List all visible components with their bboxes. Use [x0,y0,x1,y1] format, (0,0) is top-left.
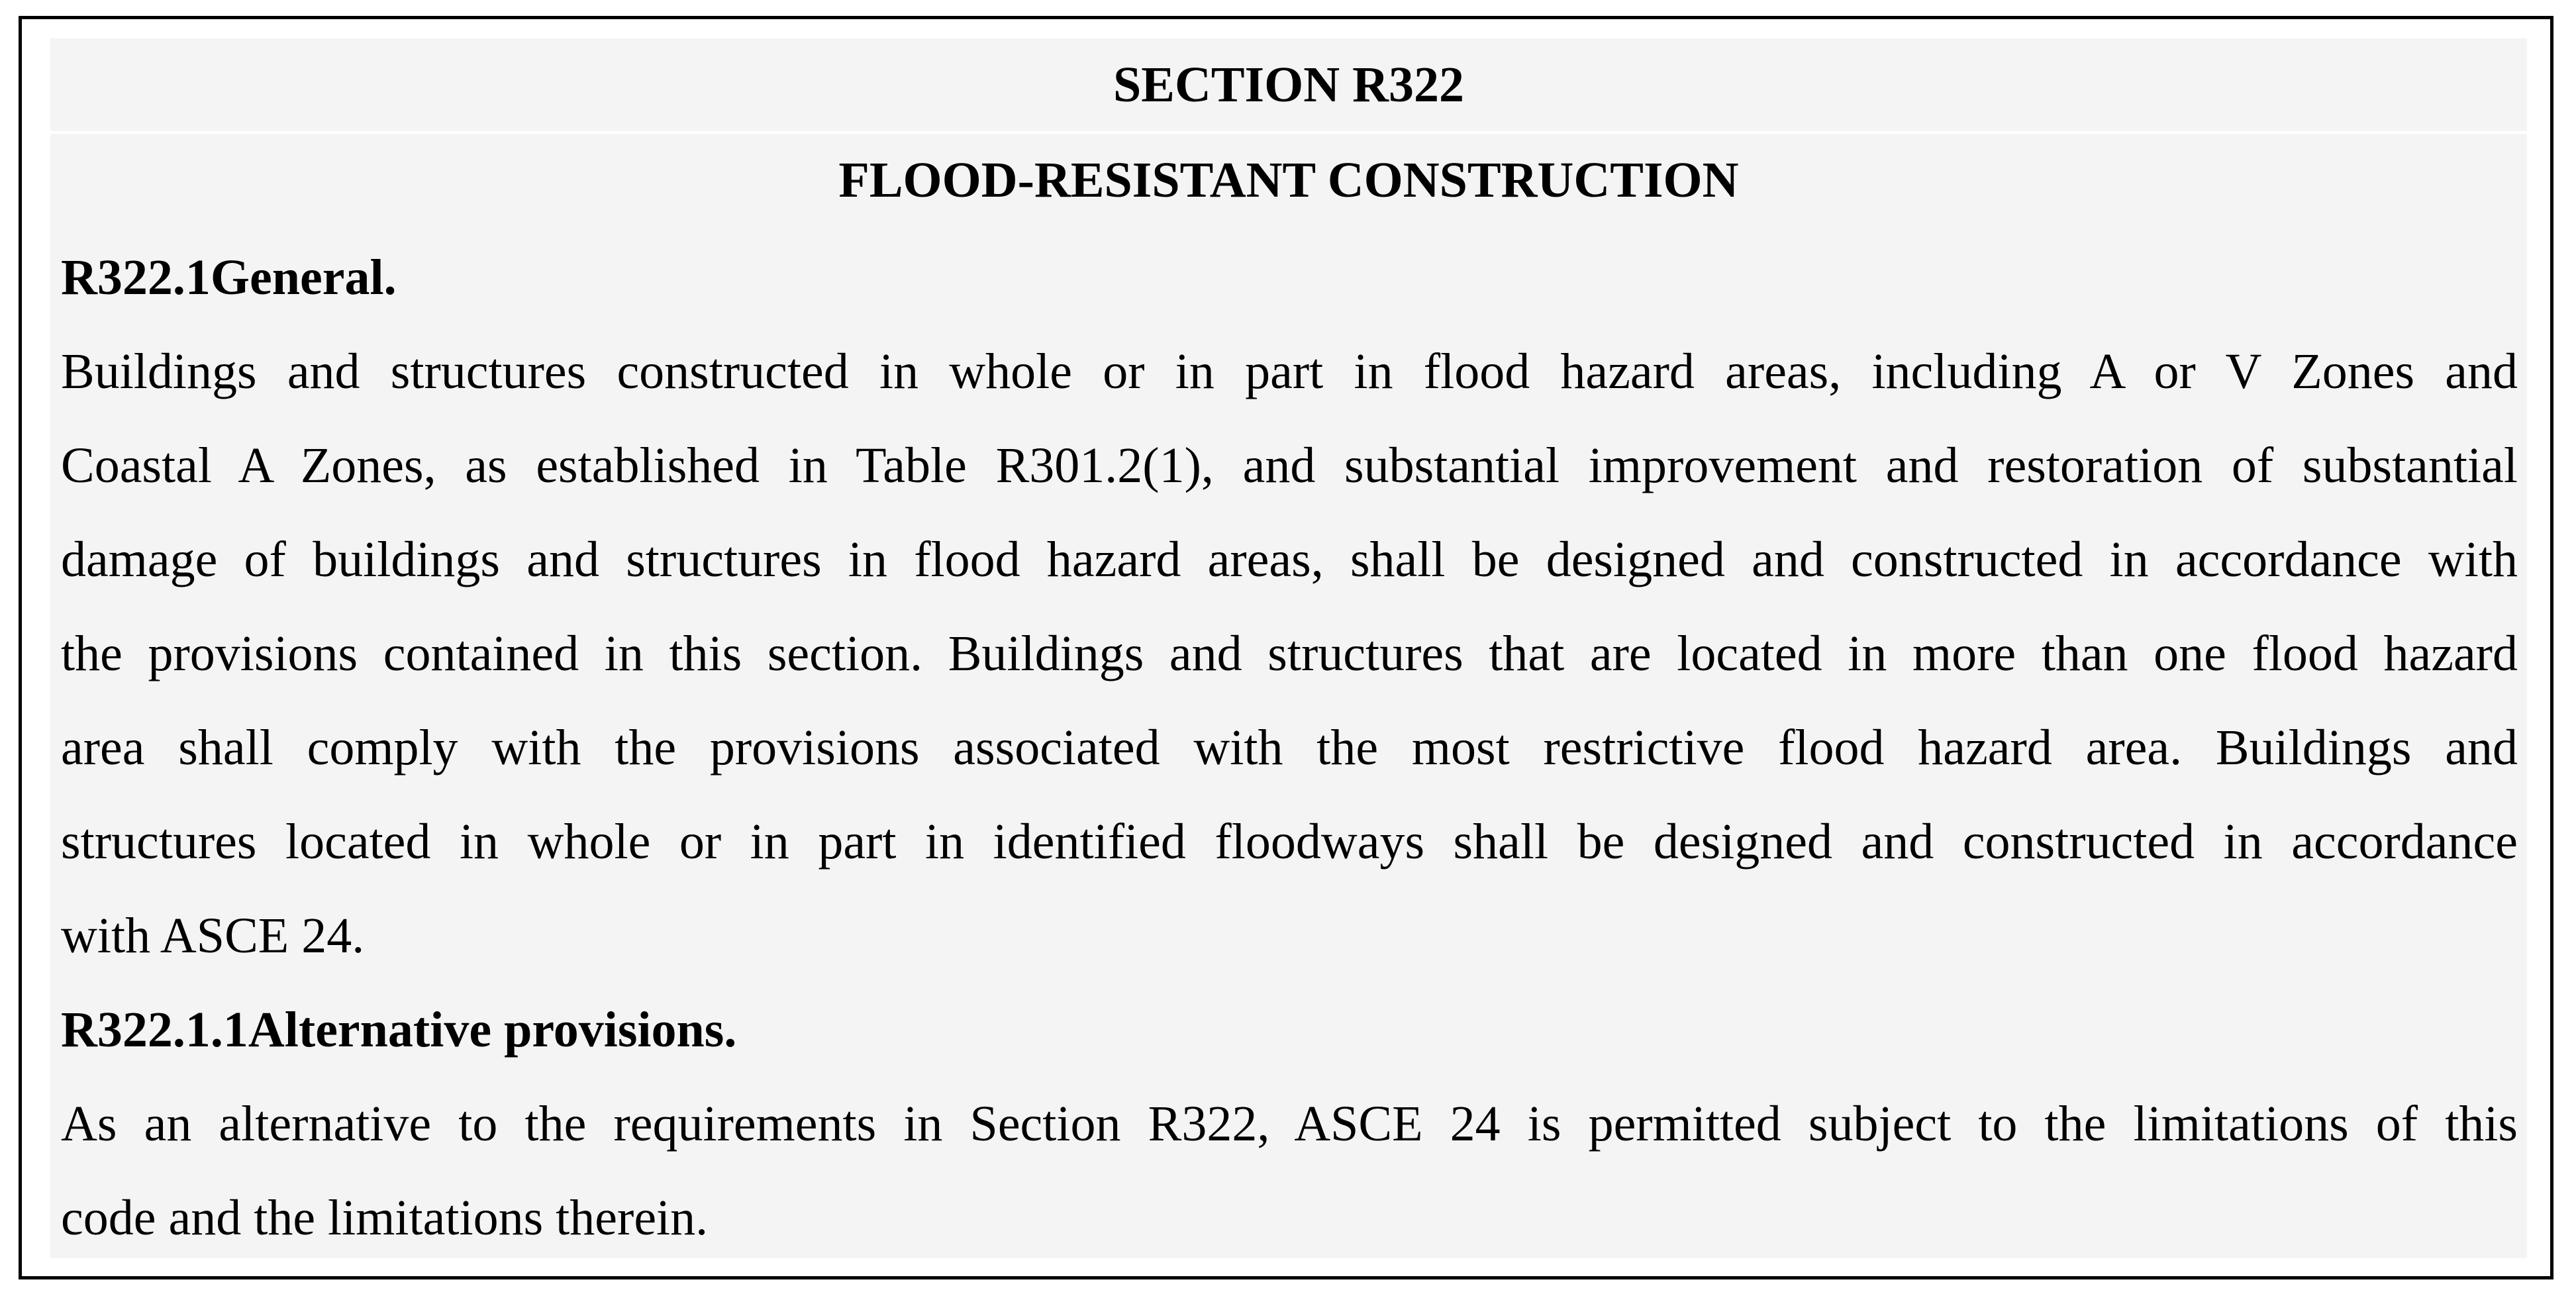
paragraph-line: area shall comply with the provisions associated with the most restrictive flood hazard area. Buildings and [61,720,2518,775]
paragraph-line: damage of buildings and structures in flood hazard areas, shall be designed and constructed in accordance with [61,532,2518,587]
section-name-title: FLOOD-RESISTANT CONSTRUCTION [838,152,1739,208]
paragraph-line: As an alternative to the requirements in Section R322, ASCE 24 is permitted subject to the limitations of this [61,1096,2518,1152]
paragraph-line: code and the limitations therein. [61,1190,709,1246]
subsection-heading-alternative-provisions: R322.1.1Alternative provisions. [61,1002,737,1058]
paragraph-line: structures located in whole or in part in identified floodways shall be designed and constructed in accordance [61,814,2518,870]
paragraph-line: the provisions contained in this section. Buildings and structures that are located in more than one flood hazard [61,626,2518,681]
subsection-heading-general: R322.1General. [61,250,397,305]
section-number-title: SECTION R322 [1113,57,1464,113]
paragraph-line: with ASCE 24. [61,908,365,964]
paragraph-line: Buildings and structures constructed in whole or in part in flood hazard areas, including A or V Zones and [61,344,2518,399]
code-section-panel [50,38,2527,1258]
paragraph-line: Coastal A Zones, as established in Table R301.2(1), and substantial improvement and restoration of substantial [61,438,2518,493]
